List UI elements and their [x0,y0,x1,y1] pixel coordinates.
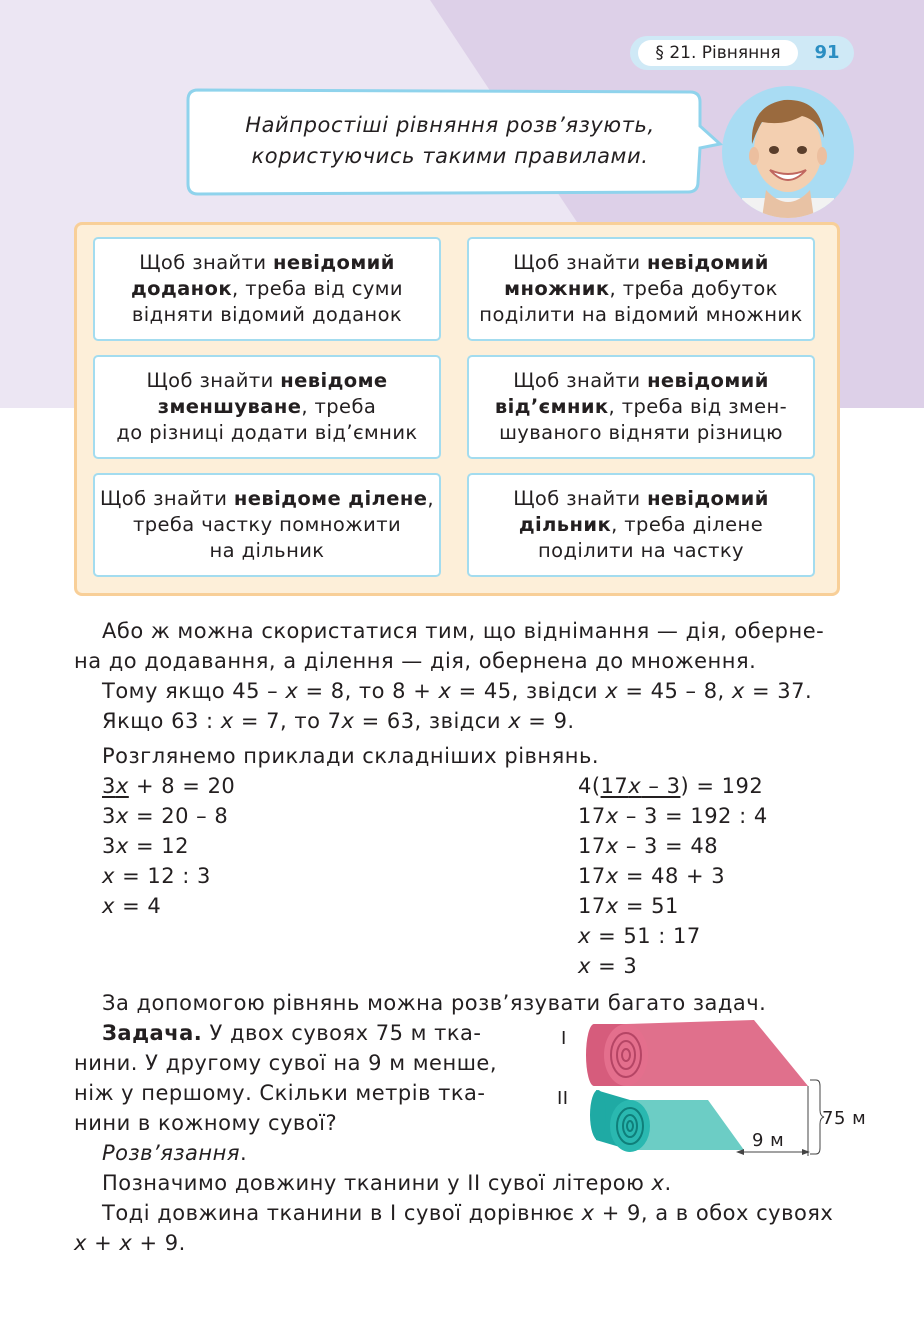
rule-text: Щоб знайти [513,487,648,510]
paragraph-tasks-intro: За допомогою рівнянь можна розв’язувати багато задач. [102,991,767,1015]
rule-unknown-factor [467,237,815,341]
equation-right-line-2: 17x – 3 = 192 : 4 [578,804,768,828]
rule-unknown-dividend [93,473,441,577]
equation-left-line-3: 3x = 12 [102,834,189,858]
equation-left-line-4: x = 12 : 3 [102,864,211,888]
rule-keyword: невідомий [273,251,395,274]
rule-unknown-subtrahend [467,355,815,459]
rule-text: на дільник [209,539,325,562]
roll-1-label: I [561,1028,567,1049]
task-line-3: ніж у першому. Скільки метрів тка- [74,1081,486,1105]
rule-text: шуваного відняти різницю [499,421,783,444]
paragraph-inverse-ops-line-2: на до додавання, а ділення — дія, обернена до множення. [74,649,757,673]
paragraph-inverse-ops-line-1: Або ж можна скористатися тим, що віднімання — дія, оберне- [102,619,825,643]
rule-text: Щоб знайти [513,251,648,274]
bubble-line-1: Найпростіші рівняння розв’язують, [245,113,655,137]
paragraph-example-subtraction: Тому якщо 45 – x = 8, то 8 + x = 45, звідси x = 45 – 8, x = 37. [102,679,813,703]
solution-line-1: Позначимо довжину тканини у II сувої літерою x. [102,1171,672,1195]
solution-line-2: Тоді довжина тканини в I сувої дорівнює x + 9, а в обох сувоях [102,1201,834,1225]
rule-keyword: множник [504,277,610,300]
bubble-text [200,110,700,172]
bubble-line-2: користуючись такими правилами. [251,144,649,168]
rule-text: треба частку помножити [132,513,402,536]
rule-text: , треба ділене [611,513,764,536]
rule-keyword: доданок [131,277,232,300]
fabric-rolls-figure [548,1010,878,1160]
solution-line-3: x + x + 9. [74,1231,186,1255]
rule-text: Щоб знайти [100,487,234,510]
equation-right-line-6: x = 51 : 17 [578,924,701,948]
section-title: § 21. Рівняння [638,40,798,66]
rule-keyword: дільник [518,513,612,536]
rule-keyword: невідоме ділене [233,487,428,510]
roll-2-label: II [557,1088,569,1109]
solution-heading: Розв’язання. [102,1141,248,1165]
rule-text: поділити на частку [538,539,744,562]
equation-right-line-5: 17x = 51 [578,894,679,918]
rule-text: поділити на відомий множник [479,303,803,326]
paragraph-complex-intro: Розглянемо приклади складніших рівнянь. [102,744,600,768]
rule-text: , [427,487,434,510]
equation-right-line-3: 17x – 3 = 48 [578,834,719,858]
rule-keyword: зменшуване [157,395,302,418]
roll-1-fabric [626,1020,808,1086]
equation-right-line-4: 17x = 48 + 3 [578,864,726,888]
task-label: Задача. [102,1021,203,1045]
rule-text: , треба добуток [609,277,778,300]
rule-keyword: від’ємник [494,395,609,418]
equation-left-line-1: 3x + 8 = 20 [102,774,236,798]
rule-keyword: невідомий [647,251,769,274]
rule-text: Щоб знайти [513,369,648,392]
rule-text: Щоб знайти [146,369,281,392]
task-line-4: нини в кожному сувої? [74,1111,338,1135]
rule-keyword: невідомий [647,369,769,392]
rule-text: до різниці додати від’ємник [116,421,418,444]
rule-unknown-divisor [467,473,815,577]
rule-text: , треба від суми [232,277,403,300]
equation-left-line-2: 3x = 20 – 8 [102,804,229,828]
rule-keyword: невідоме [280,369,388,392]
rule-text: , треба від змен- [608,395,788,418]
equation-right-line-1: 4(17x – 3) = 192 [578,774,764,798]
paragraph-example-division: Якщо 63 : x = 7, то 7x = 63, звідси x = 9. [102,709,575,733]
rule-keyword: невідомий [647,487,769,510]
page-number: 91 [814,42,840,63]
total-length-label: 75 м [822,1108,867,1129]
rule-text: відняти відомий доданок [131,303,403,326]
equation-right-line-7: x = 3 [578,954,638,978]
rule-unknown-addend [93,237,441,341]
rule-text: Щоб знайти [139,251,274,274]
boy-avatar [722,86,854,218]
equation-left-line-5: x = 4 [102,894,162,918]
task-line-1: Задача. У двох сувоях 75 м тка- [102,1021,482,1045]
rule-unknown-minuend [93,355,441,459]
difference-label: 9 м [752,1130,785,1151]
rule-text: , треба [301,395,377,418]
task-line-2: нини. У другому сувої на 9 м менше, [74,1051,498,1075]
